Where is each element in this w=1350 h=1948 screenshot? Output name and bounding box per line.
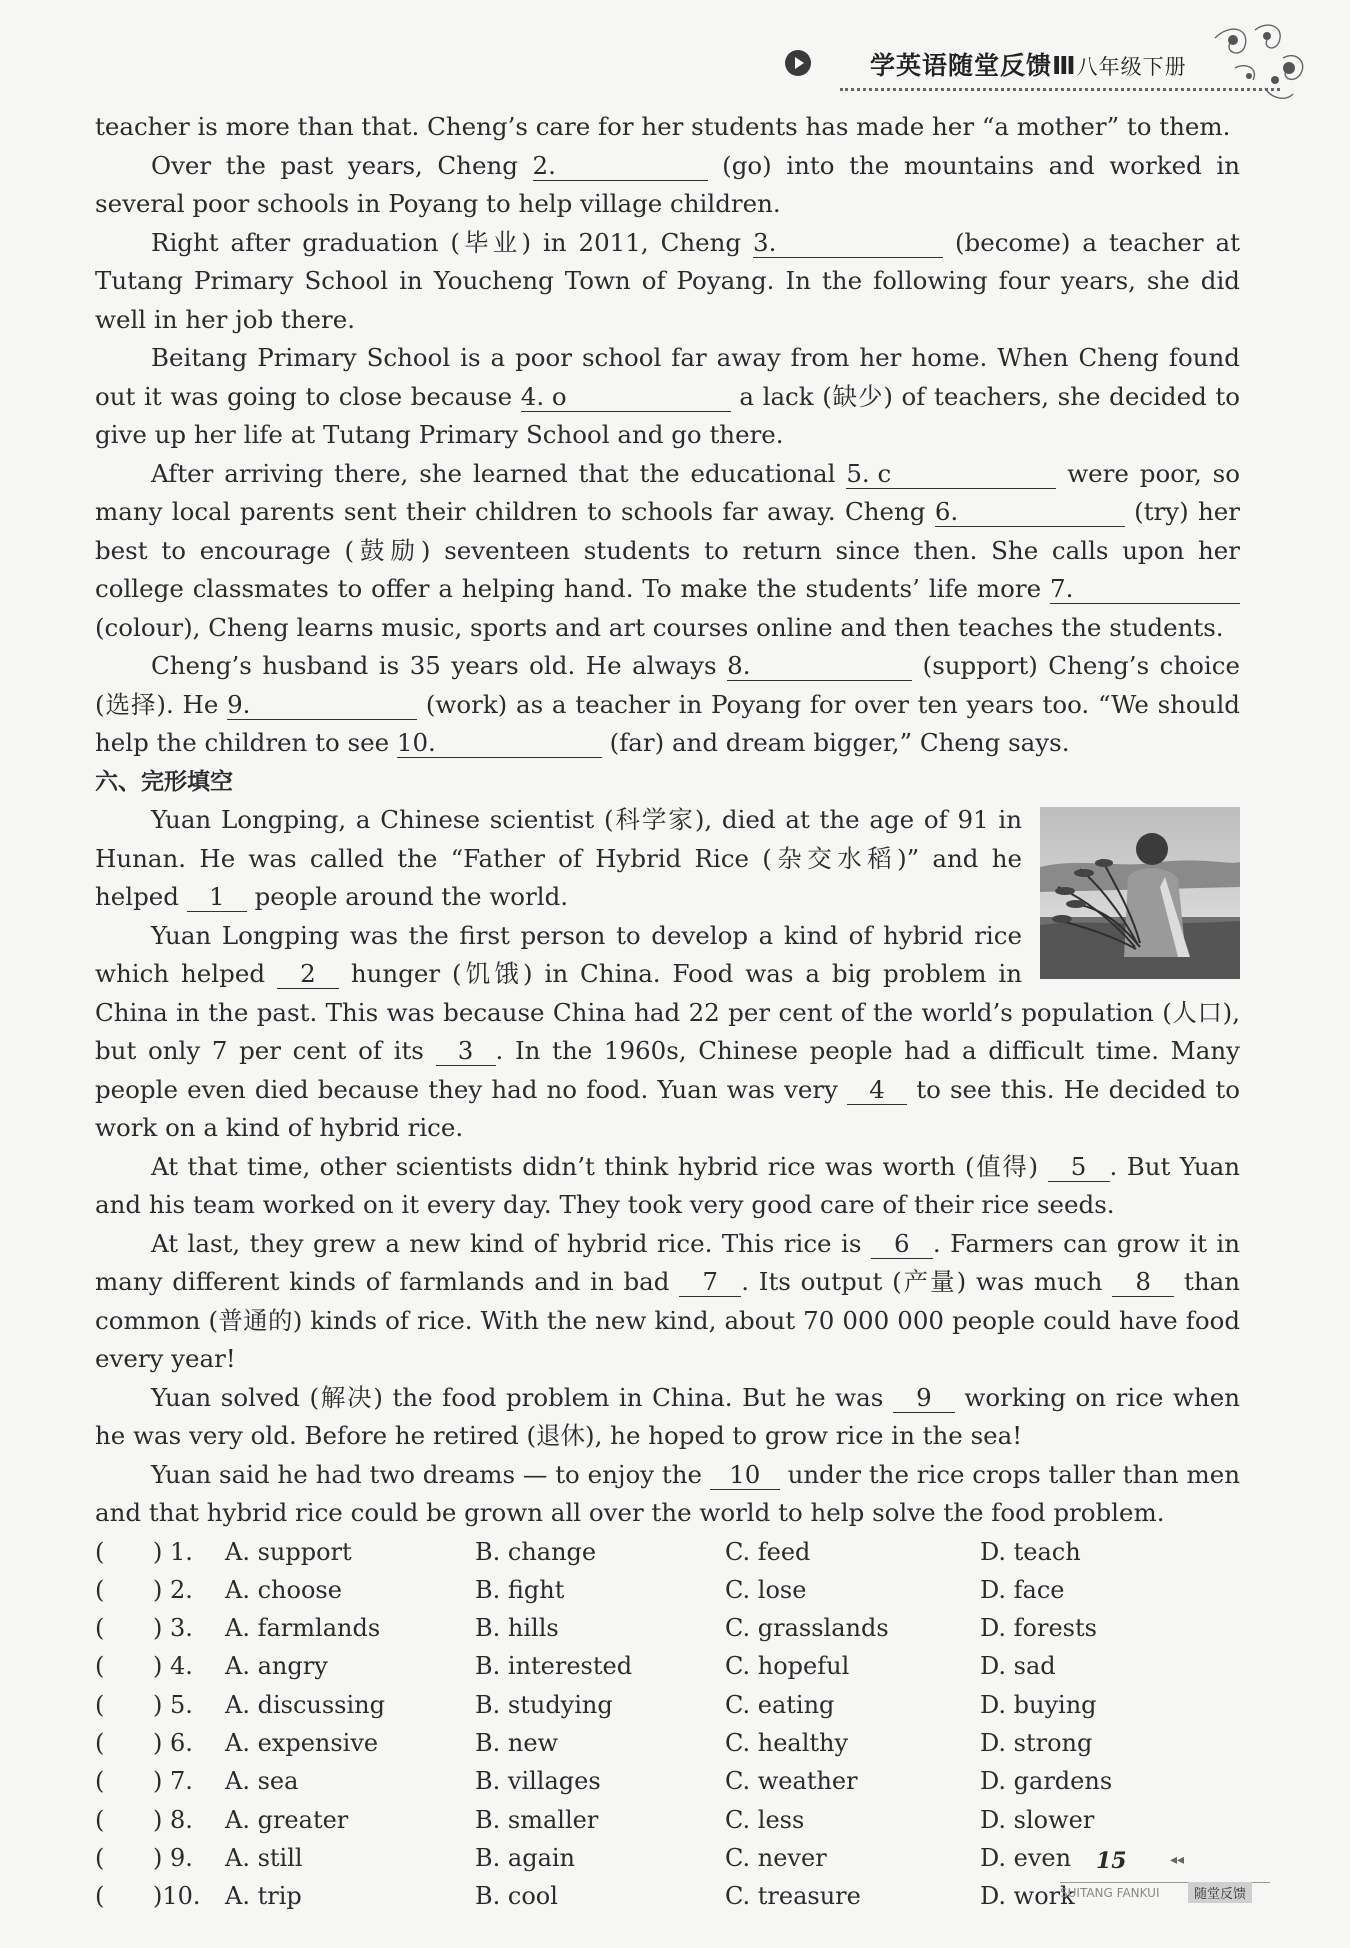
- option-d[interactable]: D. buying: [980, 1690, 1097, 1719]
- corner-flower-decoration-icon: [1205, 18, 1315, 113]
- answer-blank-4[interactable]: 4. o: [521, 383, 731, 412]
- cloze-blank-4[interactable]: 4: [847, 1076, 907, 1105]
- option-a[interactable]: A. angry: [225, 1652, 328, 1681]
- page-number: 15: [1096, 1848, 1127, 1874]
- question-number: ) 7.: [153, 1767, 193, 1796]
- question-number: ) 9.: [153, 1843, 193, 1872]
- option-a[interactable]: A. trip: [225, 1882, 302, 1911]
- option-row: [95, 1686, 1240, 1724]
- page-content: [95, 108, 1240, 1915]
- yuan-longping-photo: [1040, 807, 1240, 979]
- option-b[interactable]: B. studying: [475, 1690, 613, 1719]
- question-number: ) 8.: [153, 1805, 193, 1834]
- question-number: ) 4.: [153, 1652, 193, 1681]
- answer-blank-3[interactable]: 3.: [753, 229, 943, 258]
- footer-badge: 随堂反馈: [1188, 1882, 1252, 1903]
- option-a[interactable]: A. farmlands: [225, 1614, 381, 1643]
- option-c[interactable]: C. treasure: [725, 1882, 861, 1911]
- option-d[interactable]: D. face: [980, 1575, 1065, 1604]
- option-b[interactable]: B. villages: [475, 1767, 601, 1796]
- option-d[interactable]: D. sad: [980, 1652, 1056, 1681]
- cloze-blank-9[interactable]: 9: [893, 1384, 955, 1413]
- answer-blank-10[interactable]: 10.: [397, 729, 602, 758]
- answer-blank-6[interactable]: 6.: [935, 498, 1125, 527]
- option-a[interactable]: A. choose: [225, 1575, 342, 1604]
- question-number: ) 5.: [153, 1690, 193, 1719]
- answer-paren[interactable]: (: [95, 1805, 105, 1834]
- cloze-blank-1[interactable]: 1: [187, 883, 247, 912]
- book-subtitle: 八年级下册: [1076, 55, 1187, 79]
- play-icon: [785, 50, 811, 76]
- book-title: 学英语随堂反馈Ⅲ八年级下册: [870, 51, 1187, 80]
- passage-paragraph: Cheng’s husband is 35 years old. He always 8. (support) Cheng’s choice (选择). He 9. (work) as a teacher in Poyang for over ten years too. “We should help the children to see 10. (far) and dream bigger,” Cheng says.: [95, 651, 1240, 757]
- option-d[interactable]: D. work: [980, 1882, 1075, 1911]
- option-a[interactable]: A. support: [225, 1537, 352, 1566]
- option-b[interactable]: B. smaller: [475, 1805, 599, 1834]
- option-a[interactable]: A. still: [225, 1843, 303, 1872]
- cloze-blank-2[interactable]: 2: [277, 960, 339, 989]
- option-b[interactable]: B. fight: [475, 1575, 565, 1604]
- page-footer: [1060, 1848, 1280, 1908]
- answer-blank-2[interactable]: 2.: [533, 152, 708, 181]
- option-b[interactable]: B. interested: [475, 1652, 633, 1681]
- cloze-paragraph: Yuan said he had two dreams — to enjoy the 10 under the rice crops taller than men and that hybrid rice could be grown all over the world to help solve the food problem.: [95, 1459, 1240, 1527]
- answer-paren[interactable]: (: [95, 1882, 105, 1911]
- option-b[interactable]: B. change: [475, 1537, 597, 1566]
- cloze-blank-10[interactable]: 10: [710, 1461, 780, 1490]
- question-number: ) 1.: [153, 1537, 193, 1566]
- option-row: [95, 1724, 1240, 1762]
- option-d[interactable]: D. gardens: [980, 1767, 1113, 1796]
- option-d[interactable]: D. forests: [980, 1614, 1097, 1643]
- answer-paren[interactable]: (: [95, 1537, 105, 1566]
- option-a[interactable]: A. expensive: [225, 1728, 379, 1757]
- option-d[interactable]: D. strong: [980, 1728, 1093, 1757]
- option-c[interactable]: C. less: [725, 1805, 805, 1834]
- cloze-paragraph: Yuan solved (解决) the food problem in China. But he was 9 working on rice when he was very old. Before he retired (退休), he hoped to grow rice in the sea!: [95, 1382, 1240, 1450]
- cloze-paragraph: At that time, other scientists didn’t think hybrid rice was worth (值得) 5 . But Yuan and his team worked on it every day. They took very good care of their rice seeds.: [95, 1151, 1240, 1219]
- option-c[interactable]: C. feed: [725, 1537, 811, 1566]
- option-d[interactable]: D. slower: [980, 1805, 1095, 1834]
- option-row: [95, 1533, 1240, 1571]
- option-b[interactable]: B. new: [475, 1728, 559, 1757]
- option-row: [95, 1609, 1240, 1647]
- option-c[interactable]: C. healthy: [725, 1728, 849, 1757]
- passage-paragraph: After arriving there, she learned that the educational 5. c were poor, so many local parents sent their children to schools far away. Cheng 6. (try) her best to encourage (鼓励) seventeen students to return since then. She calls upon her college classmates to offer a helping hand. To make the students’ life more 7. (colour), Cheng learns music, sports and art courses online and then teaches the students.: [95, 458, 1240, 642]
- option-row: [95, 1762, 1240, 1800]
- cloze-paragraph: Yuan Longping was the first person to develop a kind of hybrid rice which helped 2 hunger (饥饿) in China. Food was a big problem in China in the past. This was because China had 22 per cent of the world’s population (人口), but only 7 per cent of its 3 . In the 1960s, Chinese people had a difficult time. Many people even died because they had no food. Yuan was very 4 to see this. He decided to work on a kind of hybrid rice.: [95, 920, 1240, 1142]
- option-c[interactable]: C. never: [725, 1843, 827, 1872]
- answer-blank-9[interactable]: 9.: [227, 691, 417, 720]
- question-number: ) 6.: [153, 1728, 193, 1757]
- cloze-blank-8[interactable]: 8: [1112, 1268, 1174, 1297]
- option-c[interactable]: C. eating: [725, 1690, 835, 1719]
- answer-paren[interactable]: (: [95, 1614, 105, 1643]
- option-c[interactable]: C. hopeful: [725, 1652, 850, 1681]
- section-title: 六、完形填空: [95, 768, 233, 795]
- answer-paren[interactable]: (: [95, 1690, 105, 1719]
- answer-paren[interactable]: (: [95, 1575, 105, 1604]
- answer-blank-7[interactable]: 7.: [1050, 575, 1240, 604]
- cloze-blank-3[interactable]: 3: [436, 1037, 496, 1066]
- option-a[interactable]: A. greater: [225, 1805, 349, 1834]
- option-c[interactable]: C. weather: [725, 1767, 858, 1796]
- cloze-blank-5[interactable]: 5: [1048, 1153, 1110, 1182]
- option-d[interactable]: D. teach: [980, 1537, 1081, 1566]
- answer-blank-5[interactable]: 5. c: [846, 460, 1056, 489]
- answer-paren[interactable]: (: [95, 1767, 105, 1796]
- answer-paren[interactable]: (: [95, 1652, 105, 1681]
- option-row: [95, 1801, 1240, 1839]
- passage-paragraph: Right after graduation (毕业) in 2011, Cheng 3. (become) a teacher at Tutang Primary School in Youcheng Town of Poyang. In the following four years, she did well in her job there.: [95, 227, 1241, 334]
- footer-pinyin: SUITANG FANKUI: [1060, 1886, 1160, 1900]
- double-arrow-left-icon: ◂◂: [1170, 1852, 1185, 1868]
- cloze-blank-7[interactable]: 7: [679, 1268, 741, 1297]
- option-d[interactable]: D. even: [980, 1843, 1072, 1872]
- answer-paren[interactable]: (: [95, 1843, 105, 1872]
- cloze-paragraph: Yuan Longping, a Chinese scientist (科学家), died at the age of 91 in Hunan. He was called the “Father of Hybrid Rice (杂交水稻)” and he helped 1 people around the world.: [95, 805, 1022, 911]
- option-a[interactable]: A. discussing: [225, 1690, 385, 1719]
- option-c[interactable]: C. grasslands: [725, 1614, 889, 1643]
- answer-paren[interactable]: (: [95, 1728, 105, 1757]
- question-number: )10.: [153, 1882, 201, 1911]
- passage-line: teacher is more than that. Cheng’s care for her students has made her “a mother” to them.: [95, 112, 1231, 141]
- option-a[interactable]: A. sea: [225, 1767, 299, 1796]
- option-b[interactable]: B. cool: [475, 1882, 558, 1911]
- passage-paragraph: Beitang Primary School is a poor school far away from her home. When Cheng found out it was going to close because 4. o a lack (缺少) of teachers, she decided to give up her life at Tutang Primary School and go there.: [95, 343, 1240, 449]
- cloze-paragraph: At last, they grew a new kind of hybrid rice. This rice is 6 . Farmers can grow it in many different kinds of farmlands and in bad 7 . Its output (产量) was much 8 than common (普通的) kinds of rice. With the new kind, about 70 000 000 people could have food every year!: [95, 1228, 1240, 1373]
- answer-blank-8[interactable]: 8.: [727, 652, 912, 681]
- question-number: ) 2.: [153, 1575, 193, 1604]
- passage-paragraph: Over the past years, Cheng 2. (go) into the mountains and worked in several poor schools in Poyang to help village children.: [95, 150, 1240, 218]
- option-c[interactable]: C. lose: [725, 1575, 807, 1604]
- option-row: [95, 1647, 1240, 1685]
- option-row: [95, 1571, 1240, 1609]
- cloze-blank-6[interactable]: 6: [871, 1230, 933, 1259]
- question-number: ) 3.: [153, 1614, 193, 1643]
- option-b[interactable]: B. hills: [475, 1614, 559, 1643]
- option-b[interactable]: B. again: [475, 1843, 576, 1872]
